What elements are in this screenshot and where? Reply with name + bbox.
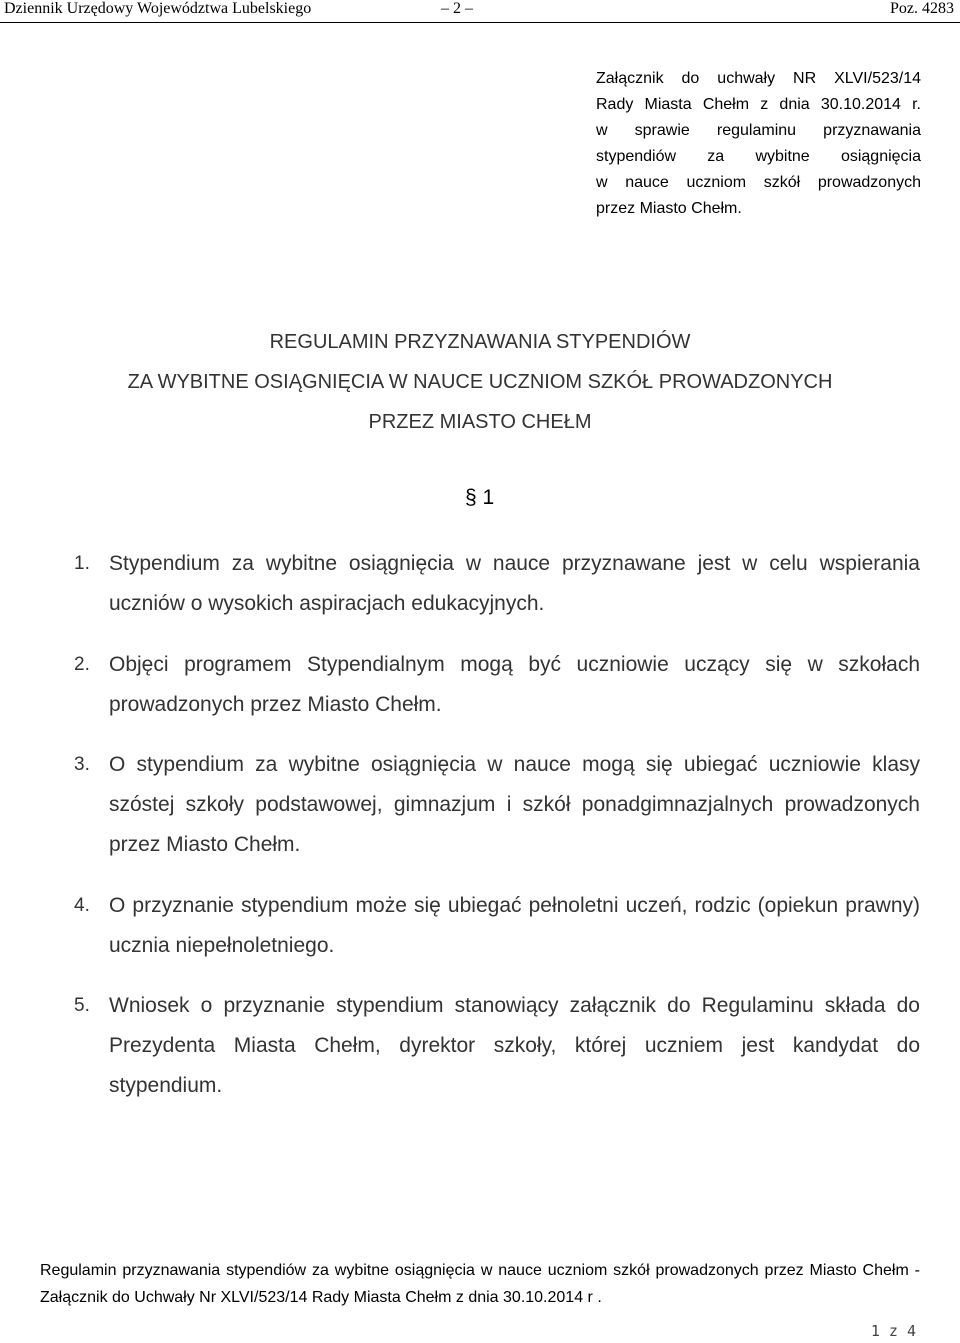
position-number: Poz. 4283: [890, 0, 954, 17]
item-text: Stypendium za wybitne osiągnięcia w nauce przyznawane jest w celu wspierania uczniów o wysokich aspiracjach edukacyjnych.: [109, 552, 920, 615]
item-text: Wniosek o przyznanie stypendium stanowiący załącznik do Regulaminu składa do Prezydenta Miasta Chełm, dyrektor szkoły, której uczniem jest kandydat do stypendium.: [109, 994, 920, 1097]
section-heading: [465, 486, 494, 510]
annex-line: przez Miasto Chełm.: [596, 200, 742, 217]
journal-name: Dziennik Urzędowy Województwa Lubelskiego: [4, 0, 312, 17]
page-marker: – 2 –: [441, 0, 473, 17]
item-number: 4.: [74, 895, 90, 916]
page-footer: Regulamin przyznawania stypendiów za wybitne osiągnięcia w nauce uczniom szkół prowadzonych przez Miasto Chełm - Załącznik do Uchwały Nr XLVI/523/14 Rady Miasta Chełm z dnia 30.10.2014 r .: [40, 1262, 920, 1306]
title-line-3: PRZEZ MIASTO CHEŁM: [368, 411, 592, 433]
section-number: 1: [482, 486, 495, 509]
title-line-1: REGULAMIN PRZYZNAWANIA STYPENDIÓW: [269, 331, 691, 353]
item-text: O przyznanie stypendium może się ubiegać pełnoletni uczeń, rodzic (opiekun prawny) ucznia niepełnoletniego.: [109, 894, 920, 957]
annex-line: Rady Miasta Chełm z dnia 30.10.2014 r.: [596, 96, 921, 113]
section-sign-icon: §: [465, 486, 477, 509]
annex-line: stypendiów za wybitne osiągnięcia: [596, 148, 921, 165]
item-number: 5.: [74, 995, 90, 1016]
document-title: [0, 322, 960, 442]
item-number: 1.: [74, 553, 90, 574]
item-number: 2.: [74, 654, 90, 675]
item-text: O stypendium za wybitne osiągnięcia w nauce mogą się ubiegać uczniowie klasy szóstej szkoły podstawowej, gimnazjum i szkół ponadgimnazjalnych prowadzonych przez Miasto Chełm.: [109, 753, 920, 856]
title-line-2: ZA WYBITNE OSIĄGNIĘCIA W NAUCE UCZNIOM SZKÓŁ PROWADZONYCH: [127, 371, 833, 393]
annex-line: Załącznik do uchwały NR XLVI/523/14: [596, 70, 921, 87]
annex-line: w sprawie regulaminu przyznawania: [596, 122, 921, 139]
item-number: 3.: [74, 754, 90, 775]
item-text: Objęci programem Stypendialnym mogą być uczniowie uczący się w szkołach prowadzonych przez Miasto Chełm.: [109, 653, 920, 716]
page-number: 1 z 4: [870, 1322, 916, 1340]
page-header: [0, 0, 960, 23]
annex-line: w nauce uczniom szkół prowadzonych: [596, 174, 921, 191]
annex-note: [596, 66, 921, 222]
